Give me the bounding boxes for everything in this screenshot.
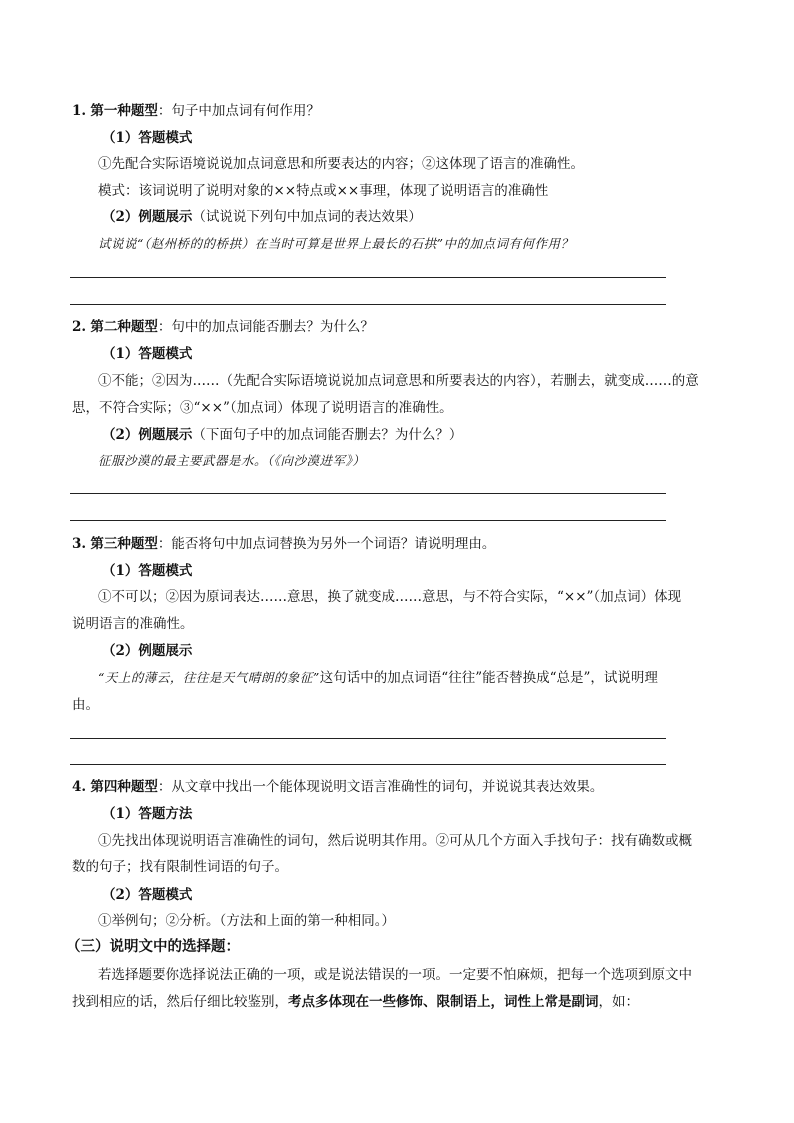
sec3-line1: 若选择题要你选择说法正确的一项，或是说法错误的一项。一定要不怕麻烦，把每一个选项到原文中 [98,967,692,983]
q3-sub1: （1）答题模式 [102,563,193,579]
q4-line1: ①先找出体现说明语言准确性的词句，然后说明其作用。②可从几个方面入手找句子：找有确数或概 [98,833,692,849]
q4-number: 4. [72,779,87,795]
q1-sub1: （1）答题模式 [102,130,193,146]
q3-number: 3. [72,536,87,552]
q3-example-line2: 由。 [72,697,99,713]
q2-line1: ①不能；②因为……（先配合实际语境说说加点词意思和所要表达的内容），若删去，就变成……的意 [98,373,699,389]
q3-heading [72,535,495,553]
q1-sub2: （2）例题展示（试说说下列句中加点词的表达效果） [102,209,422,225]
q2-question: ：句中的加点词能否删去？为什么？ [157,319,374,335]
q1-example: 试说说“（赵州桥的的桥拱）在当时可算是世界上最长的石拱”中的加点词有何作用？ [98,236,574,251]
q3-example [98,669,658,687]
answer-line [70,520,666,521]
q2-number: 2. [72,319,87,335]
answer-line [70,277,666,278]
q1-line2: 模式：该词说明了说明对象的××特点或××事理，体现了说明语言的准确性 [98,183,549,199]
q4-heading [72,778,603,796]
answer-line [70,493,666,494]
q2-type: 第二种题型 [90,319,158,335]
q3-line2: 说明语言的准确性。 [72,616,194,632]
q3-example-rest: 这句话中的加点词语“往往”能否替换成“总是”，试说明理 [319,670,658,686]
q4-sub1: （1）答题方法 [102,806,193,822]
sec3-emphasis: 考点多体现在一些修饰、限制语上，词性上常是副词 [288,994,599,1010]
q2-sub2: （2）例题展示（下面句子中的加点词能否删去？为什么？） [102,427,463,443]
q1-question: ：句子中加点词有何作用？ [157,103,320,119]
answer-line [70,304,666,305]
answer-line [70,764,666,765]
q4-sub2: （2）答题模式 [102,887,193,903]
q2-example: 征服沙漠的最主要武器是水。（《向沙漠进军》） [98,453,366,468]
q1-type: 第一种题型 [90,103,158,119]
answer-line [70,738,666,739]
q1-heading [72,102,320,120]
q4-line2: 数的句子；找有限制性词语的句子。 [72,859,288,875]
q2-line2: 思，不符合实际；③“××”（加点词）体现了说明语言的准确性。 [72,400,453,416]
q4-type: 第四种题型 [90,779,158,795]
q1-number: 1. [72,103,87,119]
q3-line1: ①不可以；②因为原词表达……意思，换了就变成……意思，与不符合实际，“××”（加点词）体现 [98,589,682,605]
sec3-line2: 找到相应的话，然后仔细比较鉴别，考点多体现在一些修饰、限制语上，词性上常是副词，如： [72,994,639,1010]
q1-line1: ①先配合实际语境说说加点词意思和所要表达的内容；②这体现了语言的准确性。 [98,156,584,172]
q3-example-quote: “天上的薄云，往往是天气晴朗的象征” [98,670,320,685]
q2-sub1: （1）答题模式 [102,346,193,362]
q4-question: ：从文章中找出一个能体现说明文语言准确性的词句，并说说其表达效果。 [157,779,604,795]
q3-question: ：能否将句中加点词替换为另外一个词语？请说明理由。 [157,536,496,552]
q3-sub2: （2）例题展示 [102,643,193,659]
q2-heading [72,318,374,336]
q4-line3: ①举例句；②分析。（方法和上面的第一种相同。） [98,913,395,929]
q3-type: 第三种题型 [90,536,158,552]
section-heading: （三）说明文中的选择题： [66,938,240,955]
